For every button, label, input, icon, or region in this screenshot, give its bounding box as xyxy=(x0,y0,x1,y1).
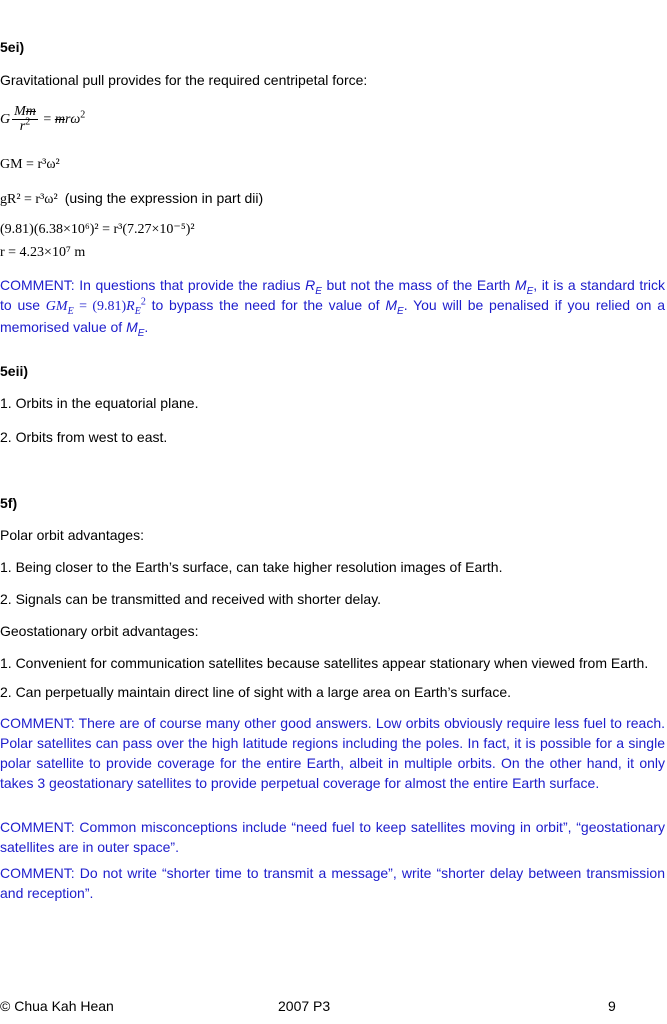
equation-5: r = 4.23×10⁷ m xyxy=(0,245,86,260)
list-item: 2. Orbits from west to east. xyxy=(0,429,168,445)
list-item: 1. Orbits in the equatorial plane. xyxy=(0,395,199,411)
comment-5ei: COMMENT: In questions that provide the radius $R_E$ but not the mass of the Earth $M_E$, it is a standard trick to use $GM_E = (9.81)R_E^2$ to bypass the need for the value of $M_E$. You will be penalised if you relied on a memorised value of $M_E$. xyxy=(0,277,666,339)
footer-author: © Chua Kah Hean xyxy=(0,998,114,1014)
footer-paper: 2007 P3 xyxy=(278,998,331,1014)
footer-page-number: 9 xyxy=(608,998,616,1014)
list-item: 1. Convenient for communication satellites because satellites appear stationary when viewed from Earth. xyxy=(0,655,649,671)
list-item: 2. Can perpetually maintain direct line of sight with a large area on Earth’s surface. xyxy=(0,684,512,700)
heading-5ei: 5ei) xyxy=(0,39,25,55)
geo-title: Geostationary orbit advantages: xyxy=(0,623,199,639)
equation-1: G $\frac{Mm}{r^2}$ = mrω$^2$ xyxy=(0,104,86,135)
equation-4: (9.81)(6.38×10⁶)² = r³(7.27×10⁻⁵)² xyxy=(0,222,195,237)
polar-title: Polar orbit advantages: xyxy=(0,527,144,543)
list-item: 2. Signals can be transmitted and received with shorter delay. xyxy=(0,591,382,607)
list-item: 1. Being closer to the Earth’s surface, can take higher resolution images of Earth. xyxy=(0,559,503,575)
heading-5f: 5f) xyxy=(0,495,18,511)
equation-2: GM = r³ω² xyxy=(0,157,60,172)
comment-5f-1: COMMENT: There are of course many other good answers. Low orbits obviously require less fuel to reach. Polar satellites can pass over the high latitude regions including the poles. In fact, it is possible for a single polar satellite to provide coverage for the entire Earth, albeit in multiple orbits. On the other hand, it only takes 3 geostationary satellites to provide perpetual coverage for almost the entire Earth surface. xyxy=(0,715,665,791)
comment-5f-3: COMMENT: Do not write “shorter time to transmit a message”, write “shorter delay between transmission and reception”. xyxy=(0,865,665,901)
heading-5eii: 5eii) xyxy=(0,363,29,379)
equation-3: gR² = r³ω² (using the expression in part dii) xyxy=(0,190,264,207)
comment-5f-2: COMMENT: Common misconceptions include “need fuel to keep satellites moving in orbit”, “geostationary satellites are in outer space”. xyxy=(0,819,665,855)
intro-text: Gravitational pull provides for the required centripetal force: xyxy=(0,72,368,88)
